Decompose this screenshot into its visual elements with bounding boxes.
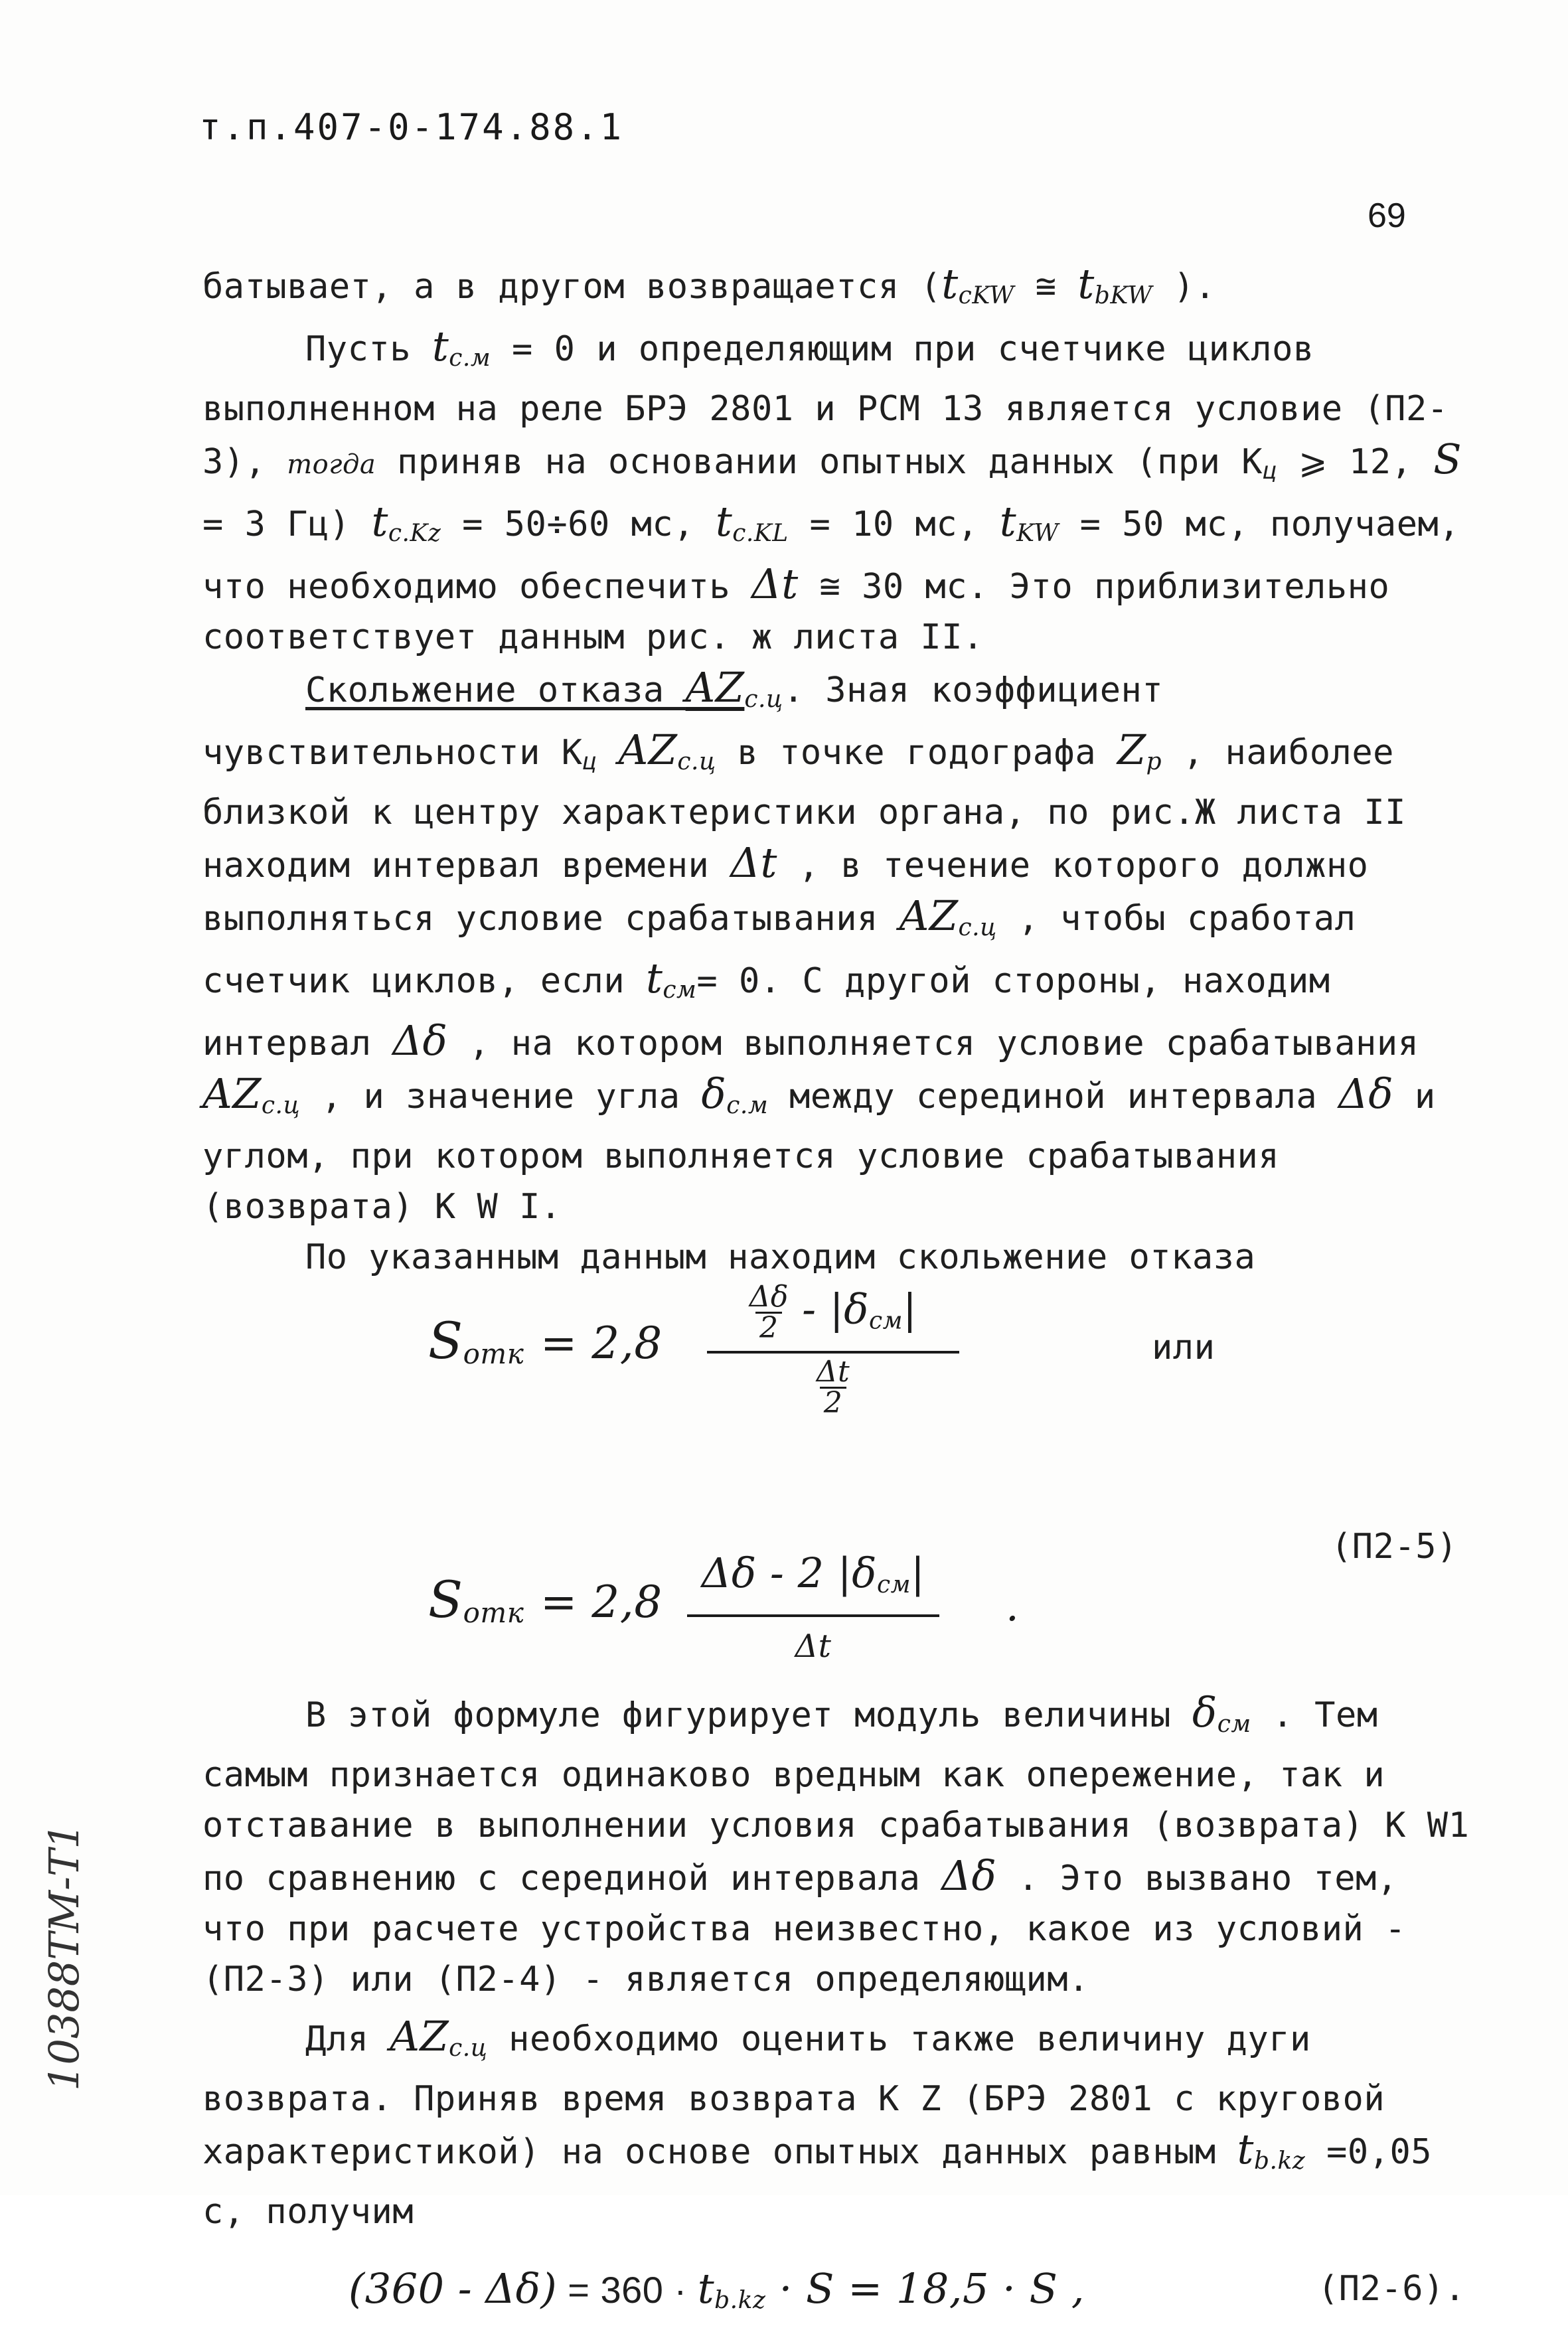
paragraph-3: Скольжение отказа AZc.ц. Зная коэффициент чувствительности Кц AZc.ц в точке годографа Zp , наиболее близкой к центру характеристики органа, по рис.Ж листа II находим интервал времени Δt , в течение которого должно выполняться условие срабатывания AZc.ц , чтобы сработал счетчик циклов, если tcм= 0. С другой стороны, находим интервал Δδ , на котором выполняется условие срабатывания AZc.ц , и значение угла δc.м между серединой интервала Δδ и углом, при котором выполняется условие срабатывания (возврата) K W I. (202, 663, 1436, 1227)
paragraph-2: Пусть tc.м = 0 и определяющим при счетчике циклов выполненном на реле БРЭ 2801 и РСМ 13 является условие (П2-3), тогда приняв на основании опытных данных (при Кц ⩾ 12, S = 3 Гц) tc.Kz = 50÷60 мс, tc.KL = 10 мс, tKW = 50 мс, получаем, что необходимо обеспечить Δt ≅ 30 мс. Это приблизительно соответствует данным рис. ж листа II. (202, 322, 1462, 657)
or-word: или (1152, 1328, 1215, 1367)
formula-1-fraction: $\frac{\Delta\delta}{2} - |\delta см|$ Δt 2 (707, 1282, 959, 1418)
formula-2-dot: . (1006, 1582, 1020, 1630)
paragraph-6: Для AZc.ц необходимо оценить также величину дуги возврата. Приняв время возврата K Z (БРЭ 2801 с круговой характеристикой) на основе опытных данных равным tb.kz =0,05 с, получим (202, 2012, 1433, 2232)
formula-2-fraction: Δδ - 2 |δсм| Δt (687, 1548, 939, 1671)
formula-1-lhs: Sотк = 2,8 (428, 1311, 663, 1370)
paragraph-4: По указанным данным находим скольжение отказа (305, 1237, 1256, 1277)
body-text (202, 259, 1477, 2323)
paragraph-5: В этой формуле фигурирует модуль величины δсм . Тем самым признается одинаково вредным как опережение, так и отставание в выполнении условия срабатывания (возврата) K W1 по сравнению с серединой интервала Δδ . Это вызвано тем, что при расчете устройства неизвестно, какое из условий - (П2-3) или (П2-4) - является определяющим. (202, 1688, 1470, 1999)
equation-label-p2-5: (П2-5) (1331, 1527, 1458, 1567)
formula-block-p2-5b (202, 1527, 1477, 1687)
formula-block-p2-5 (202, 1280, 1477, 1541)
formula-2-lhs: Sотк = 2,8 (428, 1570, 663, 1629)
fraction-bar (707, 1351, 959, 1354)
section-title: Скольжение отказа (305, 670, 686, 710)
document-code: т.п.407-0-174.88.1 (199, 106, 624, 148)
paragraph-1: батывает, а в другом возвращается (tcKW ≅ tbKW ). (202, 260, 1216, 309)
handwritten-insert: тогда (287, 449, 376, 480)
equation-label-p2-6: (П2-6). (1318, 2269, 1466, 2309)
margin-handwritten-note: 10388ТМ-Т1 (40, 1823, 88, 2091)
fraction-bar (687, 1614, 939, 1617)
page-number: 69 (1368, 196, 1406, 235)
formula-p2-6: (360 - Δδ) = 360 · tb.kz · S = 18,5 · S , (П2-6). (349, 2264, 1466, 2314)
